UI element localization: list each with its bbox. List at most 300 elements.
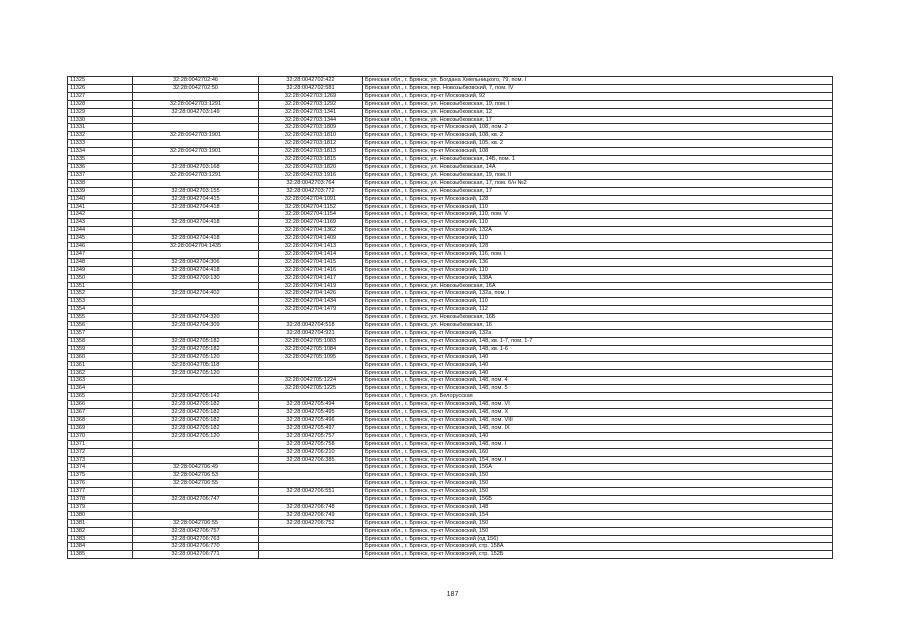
parent-cadastral-number-cell	[133, 298, 259, 306]
row-number-cell: 11331	[68, 124, 133, 132]
cadastral-number-cell: 32:28:0042703:1820	[259, 163, 363, 171]
row-number-cell: 11367	[68, 409, 133, 417]
address-cell: Брянская обл., г. Брянск, пр-кт Московский, 154, пом. I	[363, 456, 833, 464]
cadastral-number-cell: 32:28:0042705:495	[259, 409, 363, 417]
row-number-cell: 11370	[68, 432, 133, 440]
address-cell: Брянская обл., г. Брянск, пр-кт Московский, 150	[363, 488, 833, 496]
table-row	[68, 100, 833, 108]
parent-cadastral-number-cell	[133, 211, 259, 219]
address-cell: Брянская обл., г. Брянск, ул. Богдана Хмельницкого, 79, пом. I	[363, 77, 833, 85]
cadastral-number-cell	[259, 543, 363, 551]
table-row	[68, 456, 833, 464]
address-cell: Брянская обл., г. Брянск, пр-кт Московский, 138А	[363, 274, 833, 282]
address-cell: Брянская обл., г. Брянск, ул. Новозыбковская, 17	[363, 116, 833, 124]
table-row	[68, 369, 833, 377]
row-number-cell: 11350	[68, 274, 133, 282]
parent-cadastral-number-cell: 32:28:0042704:309	[133, 322, 259, 330]
table-row	[68, 409, 833, 417]
row-number-cell: 11341	[68, 203, 133, 211]
row-number-cell: 11383	[68, 535, 133, 543]
table-row	[68, 385, 833, 393]
address-cell: Брянская обл., г. Брянск, пр-кт Московский, 116, пом. I	[363, 250, 833, 258]
parent-cadastral-number-cell	[133, 488, 259, 496]
parent-cadastral-number-cell: 32:28:0042704:418	[133, 266, 259, 274]
row-number-cell: 11385	[68, 551, 133, 559]
row-number-cell: 11360	[68, 353, 133, 361]
row-number-cell: 11376	[68, 480, 133, 488]
parent-cadastral-number-cell	[133, 116, 259, 124]
cadastral-number-cell: 32:28:0042706:551	[259, 488, 363, 496]
parent-cadastral-number-cell	[133, 511, 259, 519]
parent-cadastral-number-cell: 32:28:0042704:320	[133, 314, 259, 322]
cadastral-number-cell: 32:28:0042706:210	[259, 448, 363, 456]
row-number-cell: 11338	[68, 179, 133, 187]
row-number-cell: 11378	[68, 496, 133, 504]
address-cell: Брянская обл., г. Брянск, пр-кт Московский, 110	[363, 298, 833, 306]
parent-cadastral-number-cell: 32:28:0042706:757	[133, 527, 259, 535]
table-row	[68, 488, 833, 496]
address-cell: Брянская обл., г. Брянск, пр-кт Московский, 112	[363, 306, 833, 314]
address-cell: Брянская обл., г. Брянск, пр-кт Московский, 110	[363, 266, 833, 274]
parent-cadastral-number-cell	[133, 503, 259, 511]
row-number-cell: 11357	[68, 330, 133, 338]
parent-cadastral-number-cell: 32:28:0042705:118	[133, 361, 259, 369]
table-row	[68, 337, 833, 345]
cadastral-number-cell: 32:28:0042704:1415	[259, 258, 363, 266]
address-cell: Брянская обл., г. Брянск, пр-кт Московский, стр. 158А	[363, 543, 833, 551]
parent-cadastral-number-cell: 32:28:0042704:418	[133, 203, 259, 211]
table-row	[68, 535, 833, 543]
row-number-cell: 11381	[68, 519, 133, 527]
table-row	[68, 314, 833, 322]
cadastral-number-cell: 32:28:0042704:1409	[259, 235, 363, 243]
table-row	[68, 345, 833, 353]
row-number-cell: 11333	[68, 140, 133, 148]
parent-cadastral-number-cell: 32:28:0042706:763	[133, 535, 259, 543]
address-cell: Брянская обл., г. Брянск, пр-кт Московский, 140	[363, 361, 833, 369]
parent-cadastral-number-cell: 32:28:0042704:415	[133, 195, 259, 203]
parent-cadastral-number-cell	[133, 227, 259, 235]
address-cell: Брянская обл., г. Брянск, пр-кт Московский (од 156)	[363, 535, 833, 543]
row-number-cell: 11368	[68, 416, 133, 424]
row-number-cell: 11335	[68, 156, 133, 164]
table-row	[68, 424, 833, 432]
cadastral-number-cell	[259, 393, 363, 401]
row-number-cell: 11358	[68, 337, 133, 345]
parent-cadastral-number-cell	[133, 456, 259, 464]
address-cell: Брянская обл., г. Брянск, пр-кт Московский, 156А	[363, 464, 833, 472]
table-row	[68, 274, 833, 282]
row-number-cell: 11371	[68, 440, 133, 448]
address-cell: Брянская обл., г. Брянск, пр-кт Московский, 150	[363, 472, 833, 480]
table-row	[68, 298, 833, 306]
row-number-cell: 11340	[68, 195, 133, 203]
cadastral-number-cell: 32:28:0042705:1224	[259, 377, 363, 385]
address-cell: Брянская обл., г. Брянск, пр-кт Московский, 132А	[363, 227, 833, 235]
row-number-cell: 11359	[68, 345, 133, 353]
address-cell: Брянская обл., г. Брянск, пр-кт Московский, 108, пом. 2	[363, 124, 833, 132]
row-number-cell: 11349	[68, 266, 133, 274]
row-number-cell: 11365	[68, 393, 133, 401]
table-row	[68, 416, 833, 424]
row-number-cell: 11348	[68, 258, 133, 266]
parent-cadastral-number-cell: 32:28:0042704:306	[133, 258, 259, 266]
cadastral-number-cell: 32:28:0042704:1169	[259, 219, 363, 227]
address-cell: Брянская обл., г. Брянск, пр-кт Московский, 148, кв. 1-6	[363, 345, 833, 353]
parent-cadastral-number-cell	[133, 179, 259, 187]
cadastral-number-cell: 32:28:0042706:749	[259, 511, 363, 519]
cadastral-number-cell	[259, 464, 363, 472]
cadastral-number-cell: 32:28:0042705:496	[259, 416, 363, 424]
address-cell: Брянская обл., г. Брянск, ул. Новозыбковская, 16А	[363, 282, 833, 290]
parent-cadastral-number-cell: 32:28:0042704:1435	[133, 243, 259, 251]
parent-cadastral-number-cell: 32:28:0042705:182	[133, 424, 259, 432]
row-number-cell: 11329	[68, 108, 133, 116]
parent-cadastral-number-cell: 32:28:0042705:182	[133, 401, 259, 409]
cadastral-number-cell: 32:28:0042705:757	[259, 432, 363, 440]
table-row	[68, 219, 833, 227]
row-number-cell: 11382	[68, 527, 133, 535]
address-cell: Брянская обл., г. Брянск, пр-кт Московский, 156Б	[363, 496, 833, 504]
table-row	[68, 108, 833, 116]
address-cell: Брянская обл., г. Брянск, пр-кт Московский, 160	[363, 448, 833, 456]
cadastral-number-cell: 32:28:0042706:748	[259, 503, 363, 511]
parent-cadastral-number-cell: 32:28:0042703:1901	[133, 148, 259, 156]
parent-cadastral-number-cell: 32:28:0042702:46	[133, 77, 259, 85]
address-cell: Брянская обл., г. Брянск, пр-кт Московский, 110	[363, 203, 833, 211]
cadastral-number-cell: 32:28:0042703:1812	[259, 140, 363, 148]
cadastral-number-cell	[259, 369, 363, 377]
row-number-cell: 11373	[68, 456, 133, 464]
parent-cadastral-number-cell: 32:28:0042706:55	[133, 480, 259, 488]
address-cell: Брянская обл., г. Брянск, ул. Новозыбковская, 19, пом. II	[363, 171, 833, 179]
row-number-cell: 11361	[68, 361, 133, 369]
table-row	[68, 353, 833, 361]
cadastral-number-cell: 32:28:0042705:497	[259, 424, 363, 432]
parent-cadastral-number-cell: 32:28:0042702:50	[133, 84, 259, 92]
address-cell: Брянская обл., г. Брянск, пр-кт Московский, 150	[363, 527, 833, 535]
address-cell: Брянская обл., г. Брянск, пр-кт Московский, 148	[363, 503, 833, 511]
parent-cadastral-number-cell: 32:28:0042705:120	[133, 353, 259, 361]
parent-cadastral-number-cell: 32:28:0042705:182	[133, 409, 259, 417]
table-row	[68, 361, 833, 369]
address-cell: Брянская обл., г. Брянск, ул. Новозыбковская, 19, пом. I	[363, 100, 833, 108]
cadastral-number-cell: 32:28:0042703:1341	[259, 108, 363, 116]
row-number-cell: 11377	[68, 488, 133, 496]
row-number-cell: 11330	[68, 116, 133, 124]
address-cell: Брянская обл., г. Брянск, ул. Новозыбковская, 12	[363, 108, 833, 116]
table-row	[68, 464, 833, 472]
cadastral-number-cell: 32:28:0042704:1154	[259, 211, 363, 219]
address-cell: Брянская обл., г. Брянск, пр-кт Московский, 148, пом. X	[363, 409, 833, 417]
table-row	[68, 171, 833, 179]
parent-cadastral-number-cell: 32:28:0042703:1291	[133, 171, 259, 179]
row-number-cell: 11351	[68, 282, 133, 290]
address-cell: Брянская обл., г. Брянск, пр-кт Московский, 128	[363, 195, 833, 203]
cadastral-number-cell: 32:28:0042703:1269	[259, 92, 363, 100]
cadastral-number-cell	[259, 496, 363, 504]
cadastral-number-cell: 32:28:0042704:1414	[259, 250, 363, 258]
address-cell: Брянская обл., г. Брянск, пр-кт Московский, 132а	[363, 330, 833, 338]
table-row	[68, 266, 833, 274]
row-number-cell: 11346	[68, 243, 133, 251]
parent-cadastral-number-cell	[133, 282, 259, 290]
parent-cadastral-number-cell: 32:28:0042705:120	[133, 432, 259, 440]
row-number-cell: 11332	[68, 132, 133, 140]
row-number-cell: 11347	[68, 250, 133, 258]
row-number-cell: 11325	[68, 77, 133, 85]
page-number: 187	[446, 591, 459, 598]
table-row	[68, 235, 833, 243]
table-row	[68, 148, 833, 156]
address-cell: Брянская обл., г. Брянск, пр-кт Московский, 140	[363, 369, 833, 377]
row-number-cell: 11366	[68, 401, 133, 409]
cadastral-number-cell: 32:28:0042706:385	[259, 456, 363, 464]
cadastral-number-cell	[259, 535, 363, 543]
address-cell: Брянская обл., г. Брянск, пр-кт Московский, 148, пом. IX	[363, 424, 833, 432]
table-row	[68, 306, 833, 314]
table-row	[68, 92, 833, 100]
table-row	[68, 511, 833, 519]
cadastral-number-cell: 32:28:0042705:1225	[259, 385, 363, 393]
parent-cadastral-number-cell: 32:28:0042706:747	[133, 496, 259, 504]
cadastral-number-cell: 32:28:0042704:1417	[259, 274, 363, 282]
cadastral-number-cell: 32:28:0042704:1434	[259, 298, 363, 306]
table-row	[68, 227, 833, 235]
registry-table-body	[68, 77, 833, 559]
address-cell: Брянская обл., г. Брянск, пр-кт Московский, 105, кв. 2	[363, 140, 833, 148]
row-number-cell: 11362	[68, 369, 133, 377]
cadastral-number-cell	[259, 480, 363, 488]
parent-cadastral-number-cell: 32:28:0042703:1291	[133, 100, 259, 108]
cadastral-number-cell	[259, 527, 363, 535]
row-number-cell: 11345	[68, 235, 133, 243]
table-row	[68, 527, 833, 535]
cadastral-number-cell: 32:28:0042704:1479	[259, 306, 363, 314]
parent-cadastral-number-cell: 32:28:0042705:120	[133, 369, 259, 377]
cadastral-number-cell: 32:28:0042705:1095	[259, 353, 363, 361]
cadastral-number-cell: 32:28:0042705:494	[259, 401, 363, 409]
parent-cadastral-number-cell: 32:28:0042706:771	[133, 551, 259, 559]
address-cell: Брянская обл., г. Брянск, пр-кт Московский, 148, пом. VI	[363, 401, 833, 409]
cadastral-number-cell	[259, 551, 363, 559]
table-row	[68, 163, 833, 171]
row-number-cell: 11343	[68, 219, 133, 227]
row-number-cell: 11379	[68, 503, 133, 511]
cadastral-number-cell: 32:28:0042703:1916	[259, 171, 363, 179]
table-row	[68, 472, 833, 480]
parent-cadastral-number-cell: 32:28:0042704:418	[133, 235, 259, 243]
cadastral-number-cell: 32:28:0042703:1809	[259, 124, 363, 132]
table-row	[68, 140, 833, 148]
cadastral-number-cell: 32:28:0042703:1813	[259, 148, 363, 156]
parent-cadastral-number-cell: 32:28:0042705:182	[133, 345, 259, 353]
table-row	[68, 187, 833, 195]
row-number-cell: 11374	[68, 464, 133, 472]
address-cell: Брянская обл., г. Брянск, пр-кт Московский, 108, кв. 2	[363, 132, 833, 140]
cadastral-number-cell: 32:28:0042704:921	[259, 330, 363, 338]
address-cell: Брянская обл., г. Брянск, пр-кт Московский, стр. 152Б	[363, 551, 833, 559]
row-number-cell: 11354	[68, 306, 133, 314]
parent-cadastral-number-cell: 32:28:0042706:55	[133, 519, 259, 527]
cadastral-number-cell: 32:28:0042706:752	[259, 519, 363, 527]
address-cell: Брянская обл., г. Брянск, ул. Новозыбковская, 14Б, пом. 1	[363, 156, 833, 164]
address-cell: Брянская обл., г. Брянск, ул. Новозыбковская, 17	[363, 187, 833, 195]
parent-cadastral-number-cell: 32:28:0042709:130	[133, 274, 259, 282]
row-number-cell: 11337	[68, 171, 133, 179]
address-cell: Брянская обл., г. Брянск, пр-кт Московский, 108	[363, 148, 833, 156]
row-number-cell: 11372	[68, 448, 133, 456]
table-row	[68, 393, 833, 401]
row-number-cell: 11339	[68, 187, 133, 195]
cadastral-number-cell: 32:28:0042705:1083	[259, 337, 363, 345]
row-number-cell: 11326	[68, 84, 133, 92]
cadastral-number-cell: 32:28:0042702:422	[259, 77, 363, 85]
row-number-cell: 11344	[68, 227, 133, 235]
row-number-cell: 11384	[68, 543, 133, 551]
table-row	[68, 203, 833, 211]
cadastral-number-cell: 32:28:0042704:1362	[259, 227, 363, 235]
parent-cadastral-number-cell: 32:28:0042705:182	[133, 416, 259, 424]
address-cell: Брянская обл., г. Брянск, ул. Новозыбковская, 16Б	[363, 314, 833, 322]
table-row	[68, 290, 833, 298]
row-number-cell: 11336	[68, 163, 133, 171]
cadastral-number-cell	[259, 361, 363, 369]
cadastral-number-cell: 32:28:0042704:1419	[259, 282, 363, 290]
row-number-cell: 11334	[68, 148, 133, 156]
row-number-cell: 11327	[68, 92, 133, 100]
address-cell: Брянская обл., г. Брянск, пр-кт Московский, 148, пом. VIII	[363, 416, 833, 424]
address-cell: Брянская обл., г. Брянск, пр-кт Московский, 150	[363, 480, 833, 488]
table-row	[68, 503, 833, 511]
address-cell: Брянская обл., г. Брянск, пер. Новозыбковский, 7, пом. IV	[363, 84, 833, 92]
address-cell: Брянская обл., г. Брянск, пр-кт Московский, 136	[363, 258, 833, 266]
table-row	[68, 156, 833, 164]
address-cell: Брянская обл., г. Брянск, пр-кт Московский, 92	[363, 92, 833, 100]
table-row	[68, 243, 833, 251]
parent-cadastral-number-cell	[133, 250, 259, 258]
address-cell: Брянская обл., г. Брянск, пр-кт Московский, 148, пом. 5	[363, 385, 833, 393]
address-cell: Брянская обл., г. Брянск, пр-кт Московский, 148, пом. I	[363, 440, 833, 448]
cadastral-number-cell	[259, 472, 363, 480]
cadastral-number-cell: 32:28:0042703:1810	[259, 132, 363, 140]
table-row	[68, 195, 833, 203]
address-cell: Брянская обл., г. Брянск, пр-кт Московский, 148, пом. 4	[363, 377, 833, 385]
cadastral-number-cell: 32:28:0042704:1416	[259, 266, 363, 274]
cadastral-number-cell: 32:28:0042704:518	[259, 322, 363, 330]
row-number-cell: 11328	[68, 100, 133, 108]
parent-cadastral-number-cell: 32:28:0042703:1901	[133, 132, 259, 140]
table-row	[68, 543, 833, 551]
table-row	[68, 132, 833, 140]
table-row	[68, 401, 833, 409]
table-row	[68, 124, 833, 132]
address-cell: Брянская обл., г. Брянск, пр-кт Московский, 140	[363, 353, 833, 361]
address-cell: Брянская обл., г. Брянск, пр-кт Московский, 110	[363, 219, 833, 227]
table-row	[68, 116, 833, 124]
cadastral-number-cell: 32:28:0042704:1091	[259, 195, 363, 203]
row-number-cell: 11375	[68, 472, 133, 480]
table-row	[68, 480, 833, 488]
table-row	[68, 330, 833, 338]
parent-cadastral-number-cell	[133, 156, 259, 164]
row-number-cell: 11363	[68, 377, 133, 385]
parent-cadastral-number-cell: 32:28:0042704:402	[133, 290, 259, 298]
parent-cadastral-number-cell	[133, 140, 259, 148]
table-row	[68, 258, 833, 266]
parent-cadastral-number-cell: 32:28:0042703:149	[133, 108, 259, 116]
table-row	[68, 440, 833, 448]
parent-cadastral-number-cell	[133, 440, 259, 448]
cadastral-number-cell: 32:28:0042703:764	[259, 179, 363, 187]
address-cell: Брянская обл., г. Брянск, ул. Белорусская	[363, 393, 833, 401]
row-number-cell: 11369	[68, 424, 133, 432]
address-cell: Брянская обл., г. Брянск, пр-кт Московский, 140	[363, 432, 833, 440]
table-row	[68, 519, 833, 527]
table-row	[68, 77, 833, 85]
parent-cadastral-number-cell: 32:28:0042704:418	[133, 219, 259, 227]
row-number-cell: 11352	[68, 290, 133, 298]
address-cell: Брянская обл., г. Брянск, пр-кт Московский, 154	[363, 511, 833, 519]
cadastral-number-cell: 32:28:0042704:1426	[259, 290, 363, 298]
row-number-cell: 11353	[68, 298, 133, 306]
table-row	[68, 322, 833, 330]
cadastral-number-cell: 32:28:0042703:772	[259, 187, 363, 195]
parent-cadastral-number-cell: 32:28:0042706:53	[133, 472, 259, 480]
parent-cadastral-number-cell	[133, 377, 259, 385]
parent-cadastral-number-cell: 32:28:0042703:168	[133, 163, 259, 171]
table-row	[68, 282, 833, 290]
address-cell: Брянская обл., г. Брянск, ул. Новозыбковская, 16	[363, 322, 833, 330]
parent-cadastral-number-cell: 32:28:0042703:155	[133, 187, 259, 195]
address-cell: Брянская обл., г. Брянск, пр-кт Московский, 132а, пом. I	[363, 290, 833, 298]
table-row	[68, 551, 833, 559]
cadastral-number-cell: 32:28:0042705:1084	[259, 345, 363, 353]
cadastral-number-cell: 32:28:0042704:1413	[259, 243, 363, 251]
row-number-cell: 11356	[68, 322, 133, 330]
table-row	[68, 250, 833, 258]
address-cell: Брянская обл., г. Брянск, ул. Новозыбковская, 14А	[363, 163, 833, 171]
address-cell: Брянская обл., г. Брянск, пр-кт Московский, 110, пом. V	[363, 211, 833, 219]
parent-cadastral-number-cell: 32:28:0042705:182	[133, 337, 259, 345]
address-cell: Брянская обл., г. Брянск, пр-кт Московский, 128	[363, 243, 833, 251]
cadastral-registry-table	[67, 76, 833, 559]
address-cell: Брянская обл., г. Брянск, пр-кт Московский, 110	[363, 235, 833, 243]
table-row	[68, 432, 833, 440]
parent-cadastral-number-cell	[133, 306, 259, 314]
parent-cadastral-number-cell	[133, 330, 259, 338]
parent-cadastral-number-cell	[133, 448, 259, 456]
row-number-cell: 11342	[68, 211, 133, 219]
cadastral-number-cell: 32:28:0042703:1815	[259, 156, 363, 164]
table-row	[68, 179, 833, 187]
parent-cadastral-number-cell: 32:28:0042706:49	[133, 464, 259, 472]
cadastral-number-cell: 32:28:0042702:581	[259, 84, 363, 92]
row-number-cell: 11364	[68, 385, 133, 393]
table-row	[68, 448, 833, 456]
parent-cadastral-number-cell: 32:28:0042706:770	[133, 543, 259, 551]
table-row	[68, 84, 833, 92]
cadastral-number-cell: 32:28:0042705:758	[259, 440, 363, 448]
parent-cadastral-number-cell	[133, 124, 259, 132]
cadastral-number-cell: 32:28:0042703:1292	[259, 100, 363, 108]
row-number-cell: 11355	[68, 314, 133, 322]
table-row	[68, 496, 833, 504]
table-row	[68, 377, 833, 385]
cadastral-number-cell	[259, 314, 363, 322]
row-number-cell: 11380	[68, 511, 133, 519]
cadastral-number-cell: 32:28:0042704:1152	[259, 203, 363, 211]
